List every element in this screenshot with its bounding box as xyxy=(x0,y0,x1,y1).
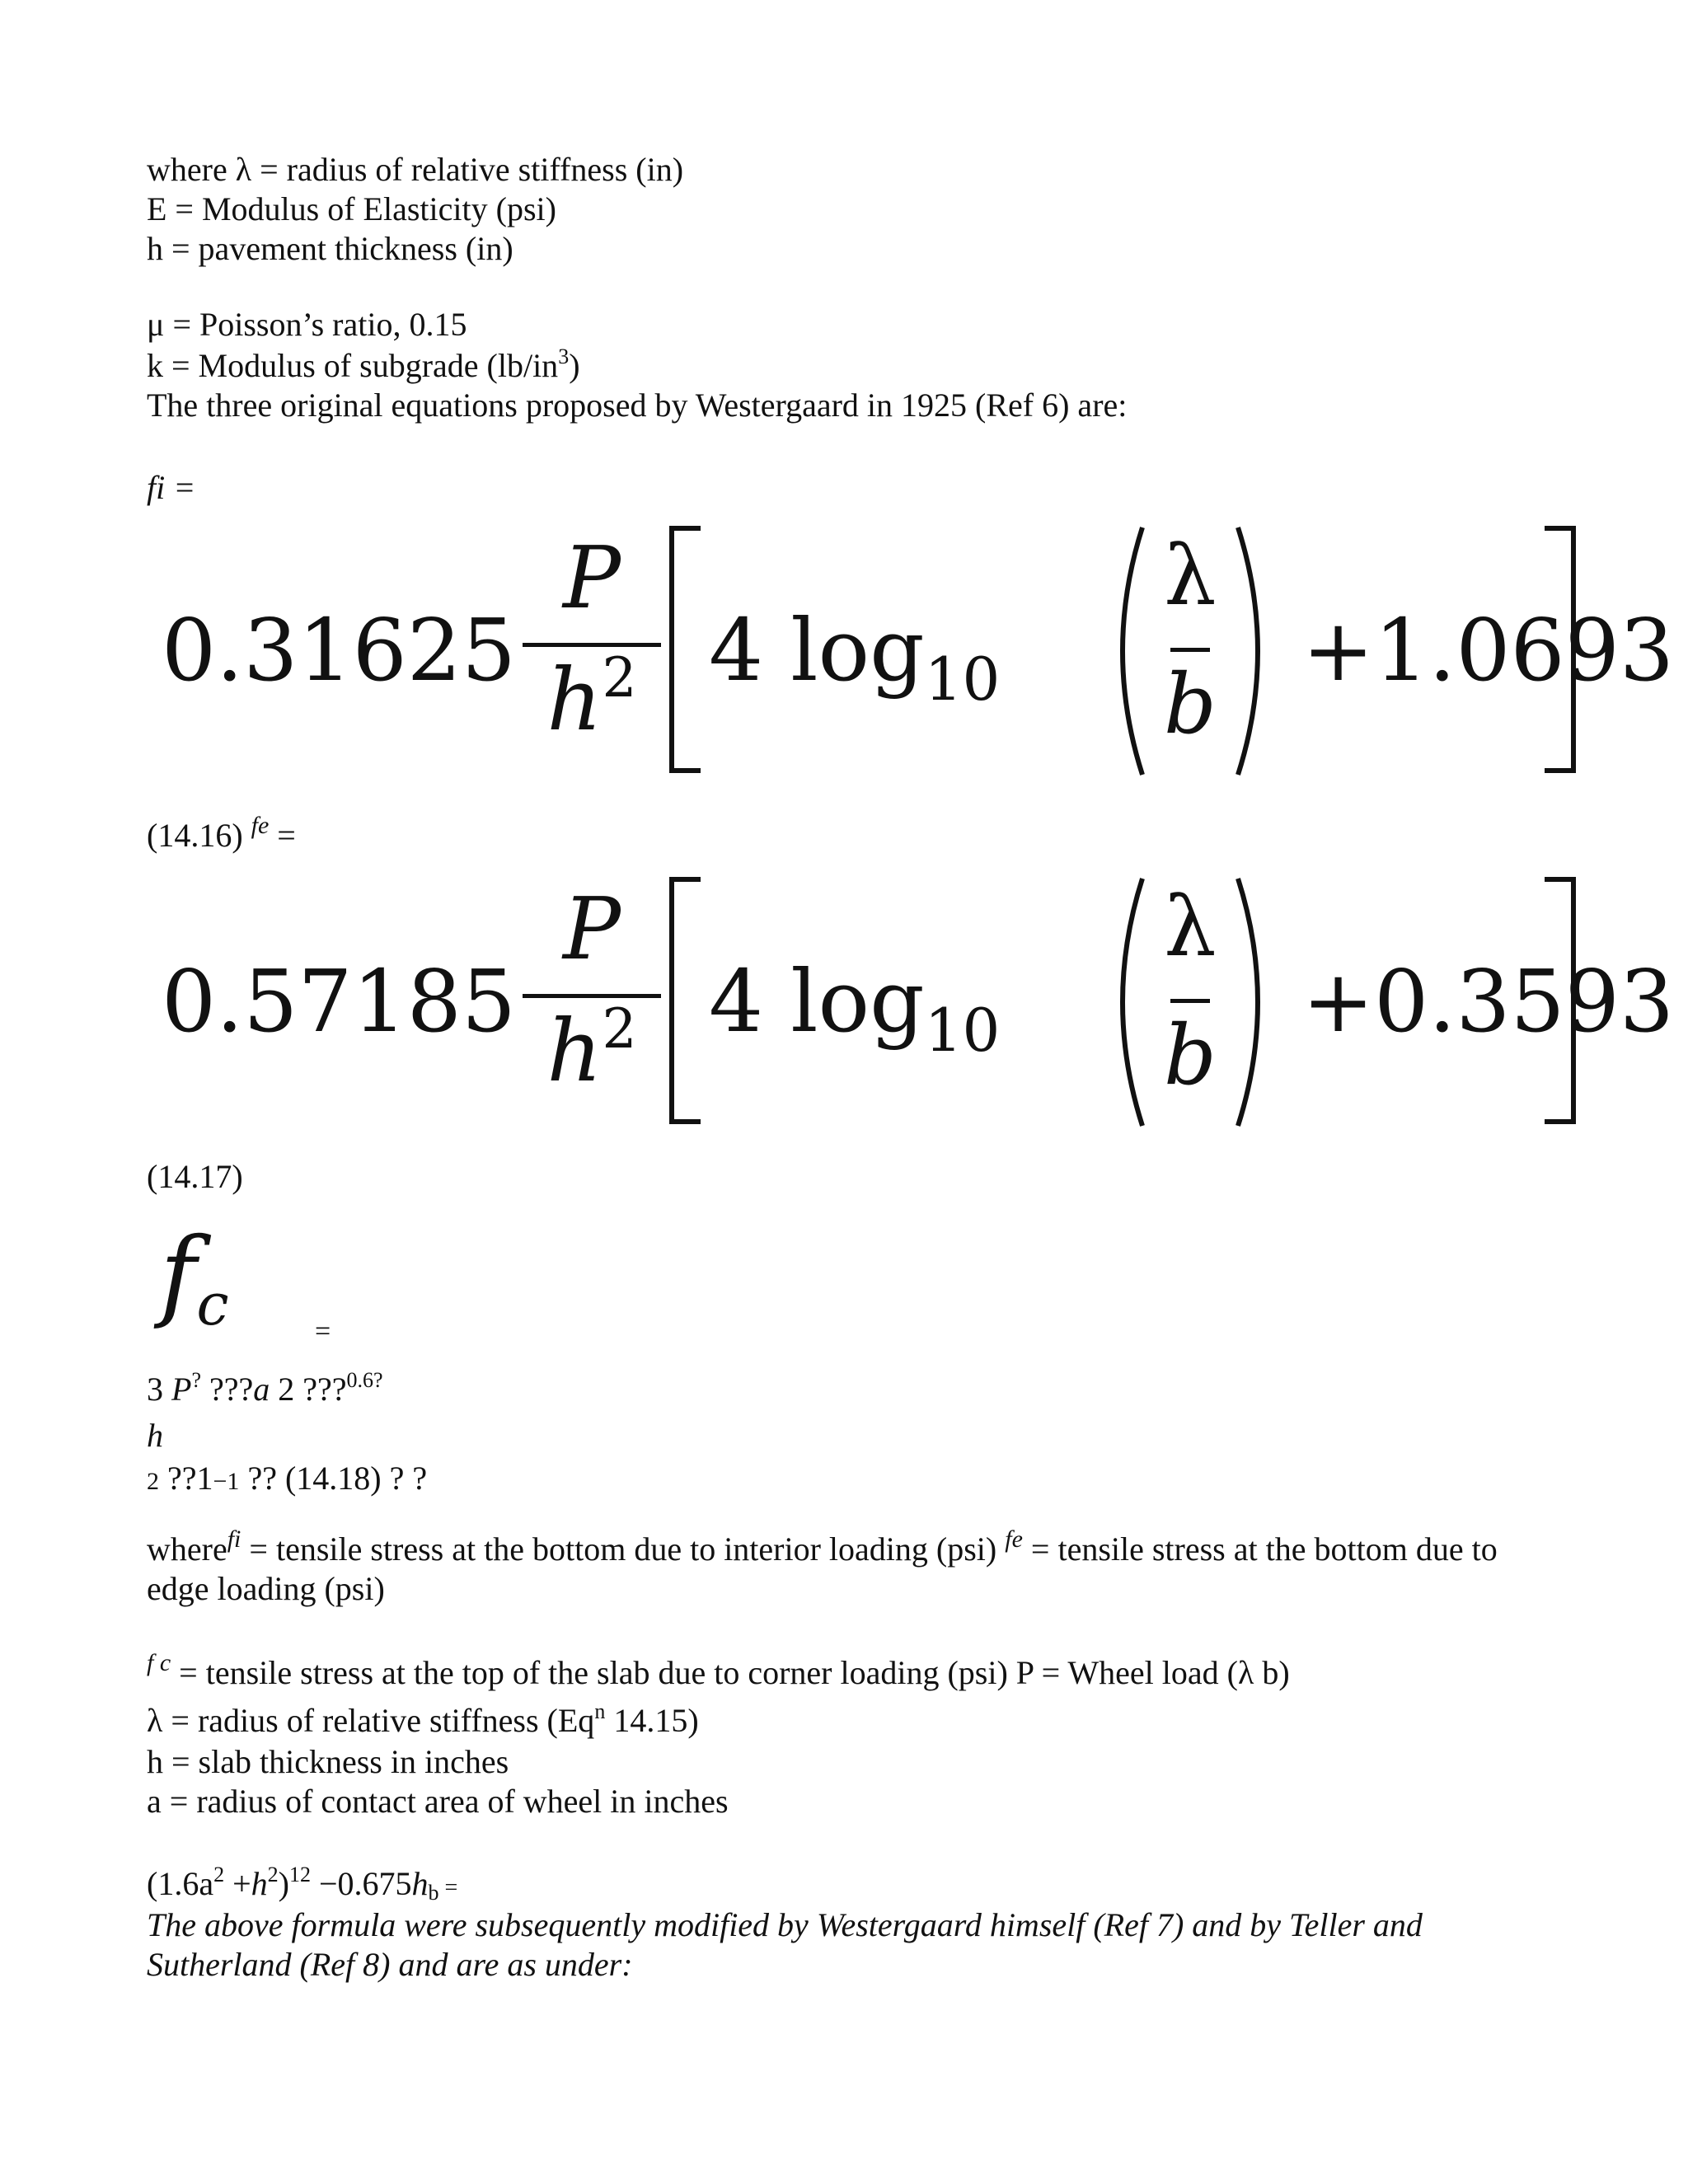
eq-b-minus: −0.675 xyxy=(310,1865,412,1902)
eq-interior-left-bracket xyxy=(669,526,701,773)
eq-interior-log-text: 4 log xyxy=(709,600,925,701)
eq-interior-log xyxy=(709,600,1001,714)
def-lambda-eq: 14.15) xyxy=(605,1702,699,1739)
eq-interior-lambda: λ xyxy=(1164,527,1217,624)
eq-edge-b: b xyxy=(1163,1007,1217,1104)
def-modulus: E = Modulus of Elasticity (psi) xyxy=(147,190,556,227)
def-lambda-text: λ = radius of relative stiffness (Eq xyxy=(147,1702,595,1739)
eq-corner-equals: = xyxy=(315,1316,331,1347)
def-lambda-sup: n xyxy=(594,1699,606,1723)
eq-edge-symbol: fe xyxy=(251,812,270,839)
eq-corner-symbol xyxy=(160,1217,229,1338)
eq-interior-h: h xyxy=(546,649,603,750)
eq-corner-q2: 2 ??? xyxy=(270,1371,347,1408)
def-subgrade-exp: 3 xyxy=(558,344,570,368)
eq-edge-denominator xyxy=(523,997,661,1101)
eq-edge-h-exp: 2 xyxy=(602,997,637,1061)
def-subgrade xyxy=(147,346,580,386)
eq-corner-3: 3 xyxy=(147,1371,171,1408)
eq-interior-inner-bar xyxy=(1170,648,1210,652)
eq-interior-paren-group xyxy=(1091,519,1289,783)
eq-edge-coefficient: 0.57185 xyxy=(162,951,517,1052)
def-fc xyxy=(147,1649,1290,1693)
def-fe-text: = tensile stress at the bottom due to xyxy=(1022,1530,1498,1568)
eq-interior-coefficient: 0.31625 xyxy=(162,600,517,701)
def-fi-text: = tensile stress at the bottom due to interior loading (psi) xyxy=(241,1530,1006,1568)
def-fe-symbol: fe xyxy=(1005,1526,1023,1553)
eq-edge-log-base: 10 xyxy=(924,996,1001,1065)
eq-b-sup2: 2 xyxy=(267,1863,279,1886)
eq-edge-h: h xyxy=(546,1001,603,1101)
eq-b-close: ) xyxy=(278,1865,289,1902)
modification-note-2: Sutherland (Ref 8) and are as under: xyxy=(147,1946,633,1983)
eq-edge-paren-group xyxy=(1091,870,1289,1134)
eq-corner-q3: ??1 xyxy=(159,1460,213,1497)
eq-corner-sup2: 0.6? xyxy=(346,1368,383,1392)
def-subgrade-text: k = Modulus of subgrade (lb/in xyxy=(147,347,559,384)
eq-b-h: h xyxy=(251,1865,268,1902)
eq-corner-2: 2 xyxy=(147,1468,159,1495)
eq-edge-numerator: P xyxy=(563,879,621,979)
eq-corner-minus1: −1 xyxy=(213,1468,240,1495)
eq-b-h2: h xyxy=(411,1865,429,1902)
eq-b-equals: = xyxy=(438,1875,458,1900)
eq-interior-h-exp: 2 xyxy=(602,646,637,710)
def-fi-symbol: fi xyxy=(227,1526,241,1553)
eq-interior-fraction xyxy=(523,527,661,763)
eq-interior-numerator: P xyxy=(563,527,621,628)
def-lambda: where λ = radius of relative stiffness (in) xyxy=(147,151,684,188)
def-contact-radius: a = radius of contact area of wheel in inches xyxy=(147,1783,729,1820)
eq-b-sup1: 2 xyxy=(213,1863,225,1886)
eq-b-sup3: 12 xyxy=(288,1863,311,1886)
eq-corner-line3 xyxy=(147,1459,427,1502)
eq-interior-log-base: 10 xyxy=(924,644,1001,714)
def-subgrade-close: ) xyxy=(569,347,580,384)
eq-number-14-17: (14.17) xyxy=(147,1158,243,1195)
eq-edge-equals: = xyxy=(277,817,296,854)
eq-interior-label: fi = xyxy=(147,469,196,506)
eq-edge-inner-bar xyxy=(1170,999,1210,1003)
modification-note-1: The above formula were subsequently modified by Westergaard himself (Ref 7) and by Teller and xyxy=(147,1906,1423,1943)
def-lambda-ref xyxy=(147,1701,699,1741)
eq-corner-14-18: ?? (14.18) ? ? xyxy=(239,1460,428,1497)
eq-b-formula xyxy=(147,1864,457,1908)
eq-edge-fraction xyxy=(523,879,661,1114)
eq-interior-addend: +1.0693 xyxy=(1302,600,1675,701)
eq-corner-line1 xyxy=(147,1370,383,1409)
eq-edge-addend: +0.3593 xyxy=(1302,951,1675,1052)
eq-interior-b: b xyxy=(1163,656,1217,752)
eq-b-sub: b xyxy=(428,1881,439,1905)
eq-b-plus: + xyxy=(224,1865,251,1902)
eq-interior-right-bracket xyxy=(1545,526,1576,773)
def-where: where xyxy=(147,1530,227,1568)
eq-interior-fraction-bar xyxy=(523,643,661,647)
eq-edge-log-text: 4 log xyxy=(709,951,925,1052)
eq-interior xyxy=(147,516,1675,788)
eq-number-14-16: (14.16) xyxy=(147,817,243,854)
eq-edge-fraction-bar xyxy=(523,994,661,998)
eq-edge xyxy=(147,867,1675,1139)
eq-corner-line2: h xyxy=(147,1417,163,1454)
eq-corner-P: P xyxy=(171,1371,192,1408)
eq-interior-denominator xyxy=(523,646,661,750)
eq-edge-left-bracket xyxy=(669,877,701,1124)
eq-edge-lambda: λ xyxy=(1164,879,1217,975)
def-fe-cont: edge loading (psi) xyxy=(147,1570,385,1607)
eq-edge-right-bracket xyxy=(1545,877,1576,1124)
def-thickness: h = pavement thickness (in) xyxy=(147,230,513,267)
eq-corner-c: c xyxy=(196,1271,229,1338)
eq-edge-label xyxy=(147,812,296,855)
eq-corner-sup1: ? xyxy=(191,1368,201,1392)
def-slab-thickness: h = slab thickness in inches xyxy=(147,1743,509,1780)
eq-corner-a: a xyxy=(253,1371,270,1408)
def-fc-text: = tensile stress at the top of the slab due to corner loading (psi) P = Wheel load (λ b) xyxy=(171,1654,1290,1691)
eq-edge-log xyxy=(709,951,1001,1065)
eq-corner-q1: ??? xyxy=(200,1371,254,1408)
eq-b-part1: (1.6a xyxy=(147,1865,214,1902)
eq-corner-f: f xyxy=(160,1217,197,1332)
def-fi-fe xyxy=(147,1526,1498,1569)
def-poisson: μ = Poisson’s ratio, 0.15 xyxy=(147,306,467,343)
intro-sentence: The three original equations proposed by Westergaard in 1925 (Ref 6) are: xyxy=(147,387,1128,424)
def-fc-symbol: f c xyxy=(147,1649,171,1676)
